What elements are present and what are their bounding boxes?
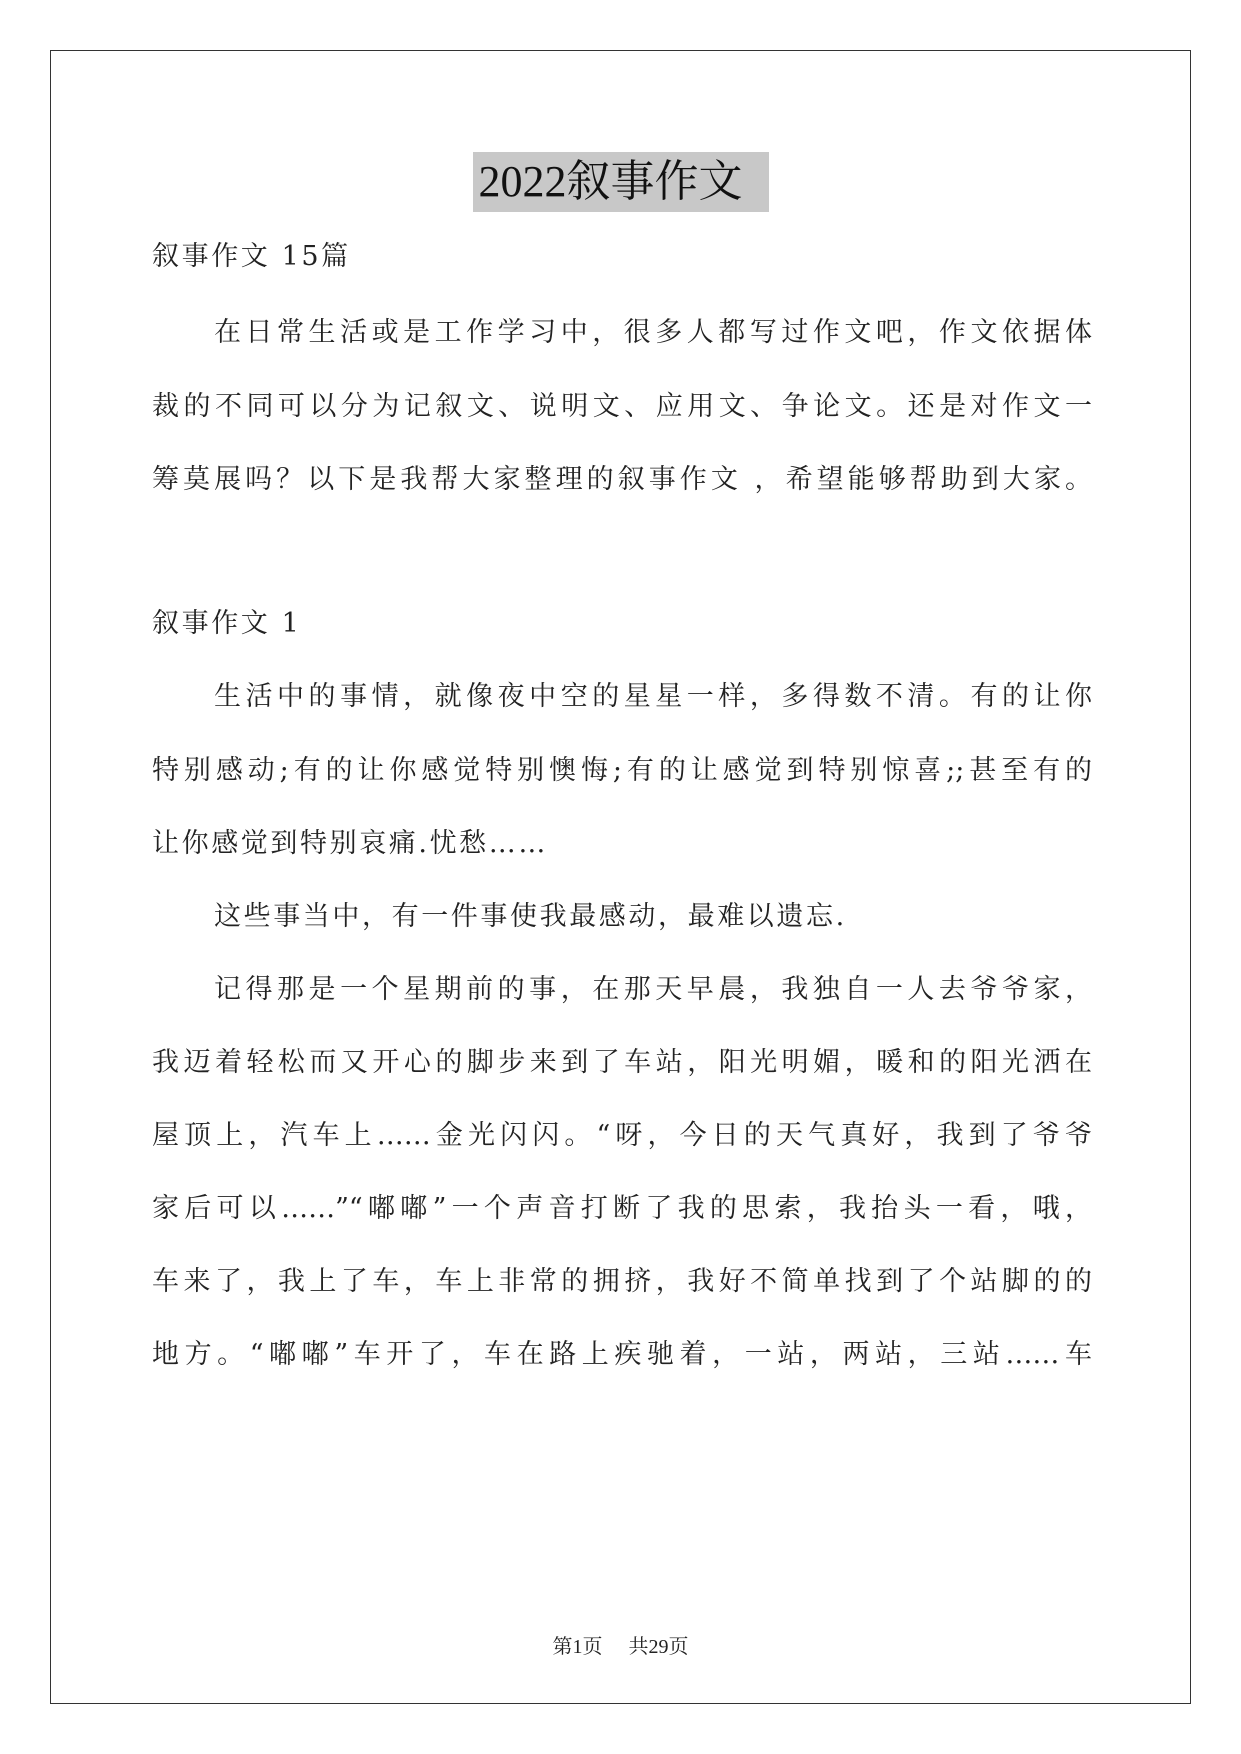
para3-line-6: 地方。“嘟嘟”车开了，车在路上疾驰着，一站，两站，三站……车 xyxy=(152,1339,1092,1370)
document-title: 2022叙事作文 xyxy=(473,152,769,212)
para3-line-4: 家后可以……”“嘟嘟”一个声音打断了我的思索，我抬头一看，哦， xyxy=(152,1193,1092,1224)
para1-line-1: 生活中的事情，就像夜中空的星星一样，多得数不清。有的让你 xyxy=(214,681,1092,712)
page-border xyxy=(50,50,1191,1704)
subtitle: 叙事作文 15篇 xyxy=(152,241,351,272)
para1-line-2: 特别感动;有的让你感觉特别懊悔;有的让感觉到特别惊喜;;甚至有的 xyxy=(152,755,1092,786)
section-heading: 叙事作文 1 xyxy=(152,608,302,639)
para3-line-3: 屋顶上，汽车上……金光闪闪。“呀，今日的天气真好，我到了爷爷 xyxy=(152,1120,1092,1151)
para3-line-2: 我迈着轻松而又开心的脚步来到了车站，阳光明媚，暖和的阳光洒在 xyxy=(152,1047,1092,1078)
para3-line-1: 记得那是一个星期前的事，在那天早晨，我独自一人去爷爷家， xyxy=(214,974,1092,1005)
para1-line-3: 让你感觉到特别哀痛.忧愁…… xyxy=(152,828,548,859)
intro-line-2: 裁的不同可以分为记叙文、说明文、应用文、争论文。还是对作文一 xyxy=(152,391,1092,422)
intro-line-3: 筹莫展吗？以下是我帮大家整理的叙事作文 ，希望能够帮助到大家。 xyxy=(152,464,1092,495)
page-footer xyxy=(0,1630,1241,1659)
title-block xyxy=(0,152,1241,212)
para2-line-1: 这些事当中，有一件事使我最感动，最难以遗忘. xyxy=(214,901,847,932)
total-pages: 共29页 xyxy=(628,1636,689,1658)
page-number: 第1页 xyxy=(552,1636,603,1658)
intro-line-1: 在日常生活或是工作学习中，很多人都写过作文吧，作文依据体 xyxy=(214,317,1092,348)
para3-line-5: 车来了，我上了车，车上非常的拥挤，我好不简单找到了个站脚的的 xyxy=(152,1266,1092,1297)
